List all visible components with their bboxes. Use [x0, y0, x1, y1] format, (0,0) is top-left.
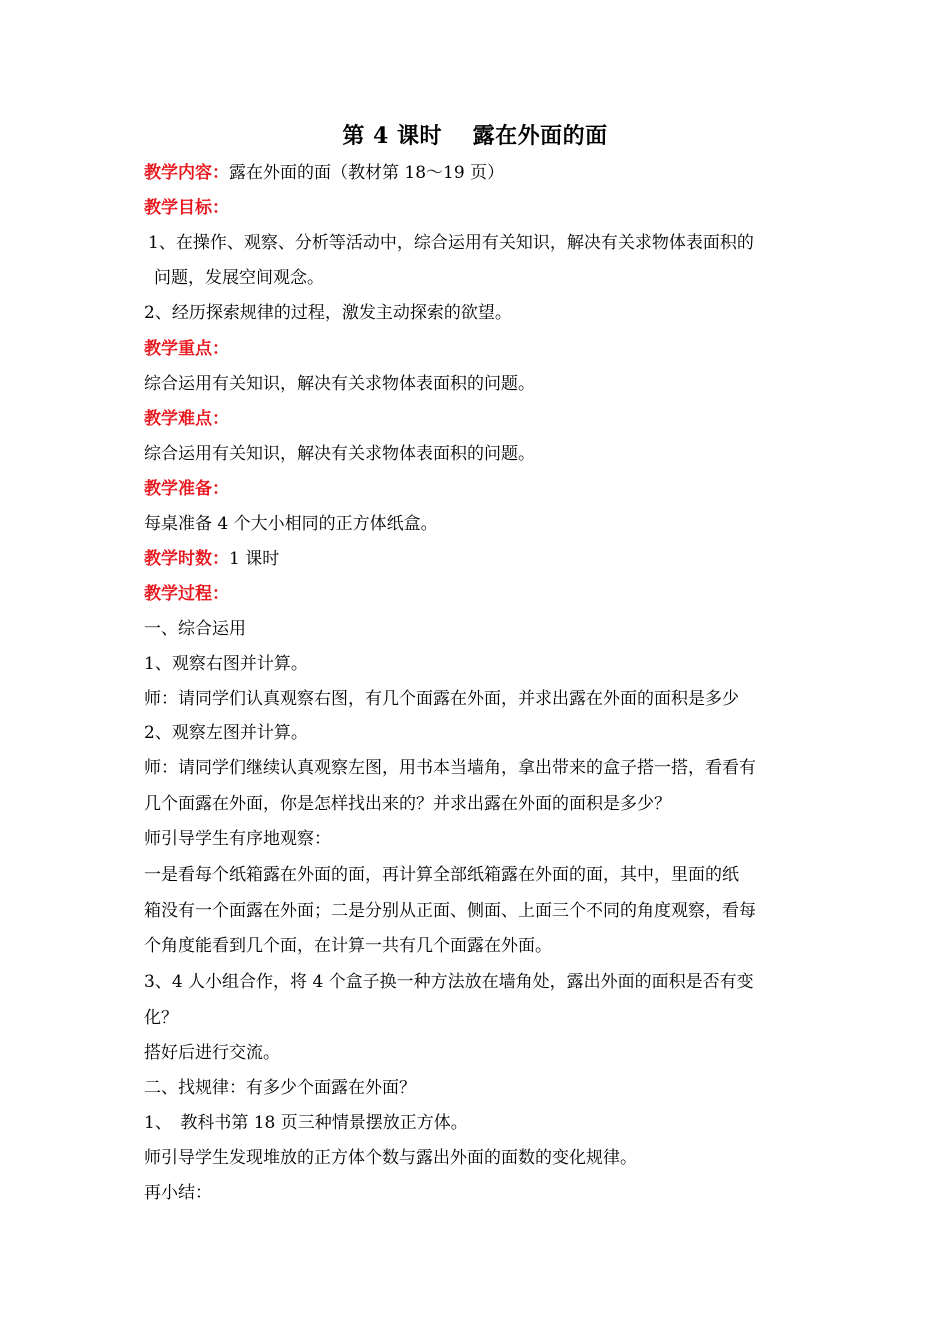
preparation-line	[144, 472, 824, 506]
goal-item-1-line-2: 问题，发展空间观念。	[154, 268, 324, 288]
process-line-9: 箱没有一个面露在外面；二是分别从正面、侧面、上面三个不同的角度观察，看每	[144, 901, 756, 921]
process-line-15: 1、 教科书第 18 页三种情景摆放正方体。	[144, 1113, 468, 1133]
goals-label: 教学目标：	[144, 198, 229, 218]
process-line-7: 师引导学生有序地观察：	[144, 829, 331, 849]
keypoints-label: 教学重点：	[144, 339, 229, 359]
process-line-13: 搭好后进行交流。	[144, 1043, 280, 1063]
process-line-5: 师：请同学们继续认真观察左图，用书本当墙角，拿出带来的盒子搭一搭，看看有	[144, 758, 756, 778]
process-line	[144, 577, 824, 611]
hours-text: 1 课时	[229, 549, 280, 569]
hours-line	[144, 542, 824, 576]
content-text: 露在外面的面（教材第 18～19 页）	[229, 163, 505, 183]
process-line-11: 3、4 人小组合作，将 4 个盒子换一种方法放在墙角处，露出外面的面积是否有变	[144, 972, 754, 992]
process-line-2: 1、观察右图并计算。	[144, 654, 308, 674]
process-line-1: 一、综合运用	[144, 619, 246, 639]
content-line	[144, 156, 824, 190]
process-line-16: 师引导学生发现堆放的正方体个数与露出外面的面数的变化规律。	[144, 1148, 637, 1168]
difficulties-text: 综合运用有关知识，解决有关求物体表面积的问题。	[144, 444, 535, 464]
keypoints-line	[144, 332, 824, 366]
difficulties-label: 教学难点：	[144, 409, 229, 429]
process-line-10: 个角度能看到几个面，在计算一共有几个面露在外面。	[144, 936, 552, 956]
process-line-3: 师：请同学们认真观察右图，有几个面露在外面，并求出露在外面的面积是多少	[144, 689, 739, 709]
process-line-17: 再小结：	[144, 1183, 212, 1203]
process-label: 教学过程：	[144, 584, 229, 604]
keypoints-text: 综合运用有关知识，解决有关求物体表面积的问题。	[144, 374, 535, 394]
process-line-4: 2、观察左图并计算。	[144, 723, 308, 743]
content-label: 教学内容：	[144, 163, 229, 183]
goals-line	[144, 191, 824, 225]
lesson-title: 第 4 课时 露在外面的面	[342, 123, 608, 149]
preparation-label: 教学准备：	[144, 479, 229, 499]
process-line-6: 几个面露在外面，你是怎样找出来的？并求出露在外面的面积是多少？	[144, 794, 671, 814]
process-line-8: 一是看每个纸箱露在外面的面，再计算全部纸箱露在外面的面，其中，里面的纸	[144, 865, 739, 885]
difficulties-line	[144, 402, 824, 436]
process-line-14: 二、找规律：有多少个面露在外面？	[144, 1078, 416, 1098]
hours-label: 教学时数：	[144, 549, 229, 569]
goal-item-1-line-1: 1、在操作、观察、分析等活动中，综合运用有关知识，解决有关求物体表面积的	[148, 233, 754, 253]
process-line-12: 化？	[144, 1008, 178, 1028]
goal-item-2: 2、经历探索规律的过程，激发主动探索的欲望。	[144, 303, 512, 323]
preparation-text: 每桌准备 4 个大小相同的正方体纸盒。	[144, 514, 438, 534]
